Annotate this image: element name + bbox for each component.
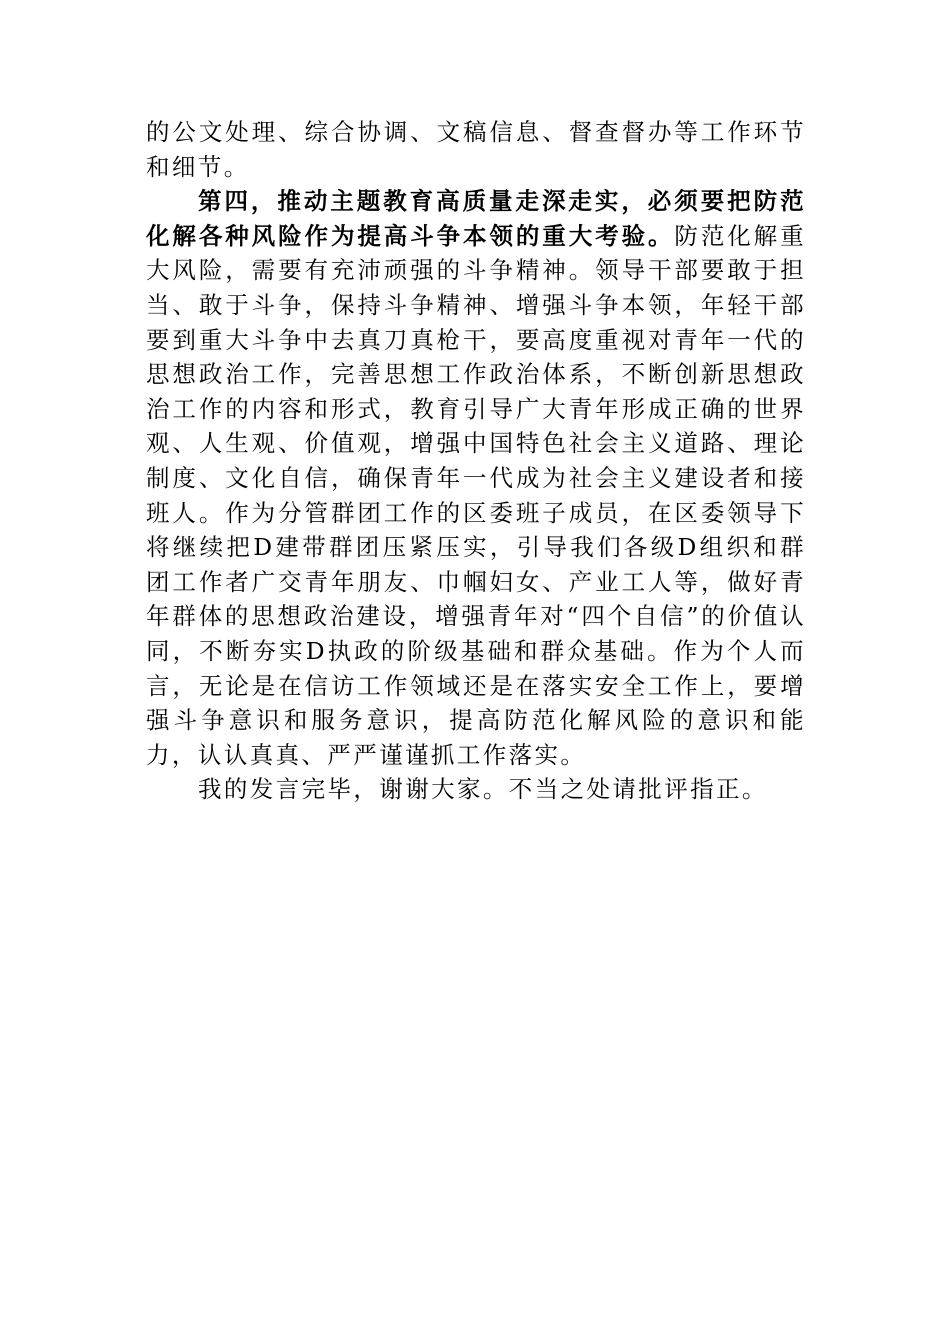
paragraph-fourth-point (146, 184, 806, 772)
paragraph-bold-lead: 第四，推动主题教育高质量走深走实，必须要把防范化解各种风险作为提高斗争本领的重大考验。 (146, 187, 806, 250)
paragraph-closing (146, 772, 806, 807)
document-body (146, 115, 806, 807)
paragraph-body-text: 防范化解重大风险，需要有充沛顽强的斗争精神。领导干部要敢于担当、敢于斗争，保持斗争精神、增强斗争本领，年轻干部要到重大斗争中去真刀真枪干，要高度重视对青年一代的思想政治工作，完善思想工作政治体系，不断创新思想政治工作的内容和形式，教育引导广大青年形成正确的世界观、人生观、价值观，增强中国特色社会主义道路、理论制度、文化自信，确保青年一代成为社会主义建设者和接班人。作为分管群团工作的区委班子成员，在区委领导下将继续把D建带群团压紧压实，引导我们各级D组织和群团工作者广交青年朋友、巾帼妇女、产业工人等，做好青年群体的思想政治建设，增强青年对“四个自信”的价值认同，不断夯实D执政的阶级基础和群众基础。作为个人而言，无论是在信访工作领域还是在落实安全工作上，要增强斗争意识和服务意识，提高防范化解风险的意识和能力，认认真真、严严谨谨抓工作落实。 (146, 221, 807, 769)
paragraph-body-text: 的公文处理、综合协调、文稿信息、督查督办等工作环节和细节。 (146, 118, 806, 181)
paragraph-continuation (146, 115, 806, 184)
paragraph-body-text: 我的发言完毕，谢谢大家。不当之处请批评指正。 (198, 775, 768, 804)
